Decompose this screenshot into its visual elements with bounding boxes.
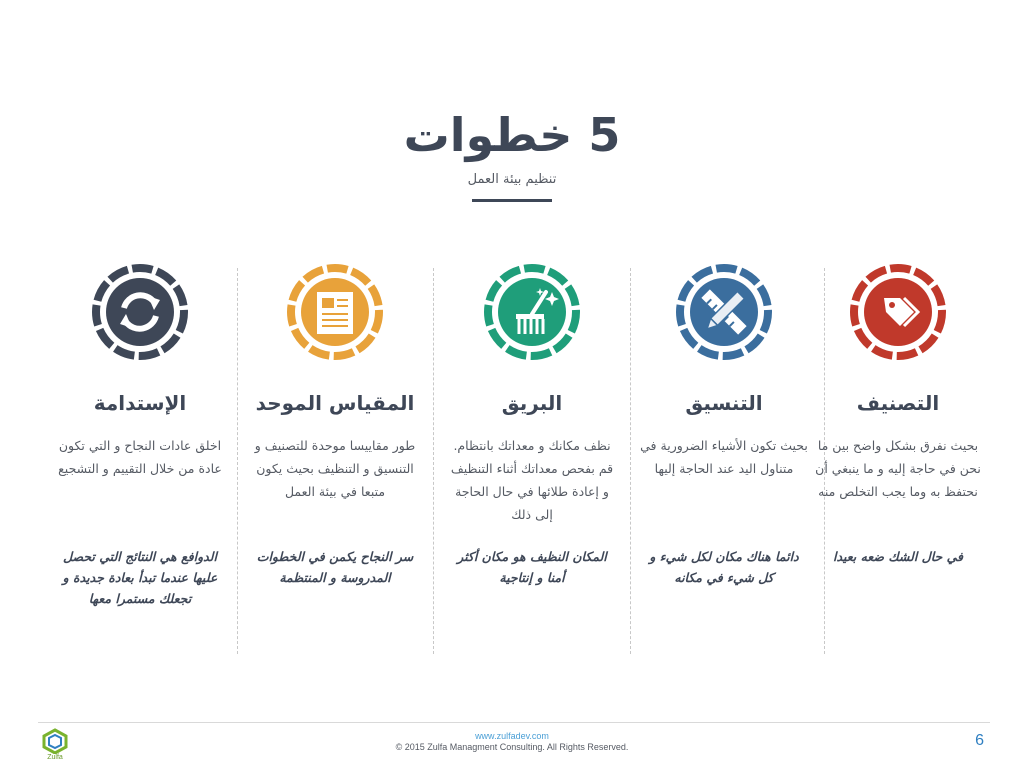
refresh-icon — [90, 262, 190, 362]
column-divider — [433, 268, 434, 654]
step-heading: البريق — [501, 391, 563, 415]
logo-text: Zulfa — [47, 754, 63, 761]
step-quote: سر النجاح يكمن في الخطوات المدروسة و المنتظمة — [256, 549, 414, 585]
step-description: بحيث نفرق بشكل واضح بين ما نحن في حاجة إليه و ما ينبغي أن نحتفظ به وما يجب التخلص منه — [815, 438, 981, 499]
step-description: بحيث تكون الأشياء الضرورية في متناول اليد عند الحاجة إليها — [640, 438, 808, 476]
page-subtitle: تنظيم بيئة العمل — [467, 172, 557, 187]
column-divider — [630, 268, 631, 654]
step-heading: التنسيق — [685, 391, 763, 415]
step-arrange — [634, 262, 814, 588]
step-heading: التصنيف — [856, 391, 940, 415]
tag-icon — [848, 262, 948, 362]
website-link[interactable]: www.zulfadev.com — [475, 731, 549, 741]
pencil-ruler-icon — [674, 262, 774, 362]
step-heading: المقياس الموحد — [255, 391, 415, 415]
step-shine — [442, 262, 622, 588]
broom-sparkle-icon — [482, 262, 582, 362]
column-divider — [237, 268, 238, 654]
step-quote: الدوافع هي النتائج التي تحصل عليها عندما تبدأ بعادة جديدة و تجعلك مستمرا معها — [62, 549, 218, 606]
document-icon — [285, 262, 385, 362]
page-title: 5 خطوات — [403, 108, 621, 162]
step-standardize — [245, 262, 425, 588]
page-number: 6 — [975, 732, 984, 749]
step-description: طور مقاييسا موحدة للتصنيف و التنسيق و التنظيف بحيث يكون متبعا في بيئة العمل — [254, 438, 416, 499]
step-quote: في حال الشك ضعه بعيدا — [832, 549, 964, 564]
step-sort — [808, 262, 988, 567]
step-quote: دائما هناك مكان لكل شيء و كل شيء في مكانه — [649, 549, 799, 585]
footer-divider — [38, 722, 990, 723]
step-heading: الإستدامة — [93, 391, 187, 415]
step-quote: المكان النظيف هو مكان أكثر أمنا و إنتاجية — [457, 549, 607, 585]
step-description: اخلق عادات النجاح و التي تكون عادة من خلال التقييم و التشجيع — [58, 438, 222, 476]
step-description: نظف مكانك و معداتك بانتظام. قم بفحص معداتك أثناء التنظيف و إعادة طلائها في حال الحاجة إلى ذلك — [450, 438, 614, 522]
title-underline — [472, 199, 552, 202]
step-sustain — [50, 262, 230, 609]
copyright-text: © 2015 Zulfa Managment Consulting. All Rights Reserved. — [395, 742, 629, 752]
